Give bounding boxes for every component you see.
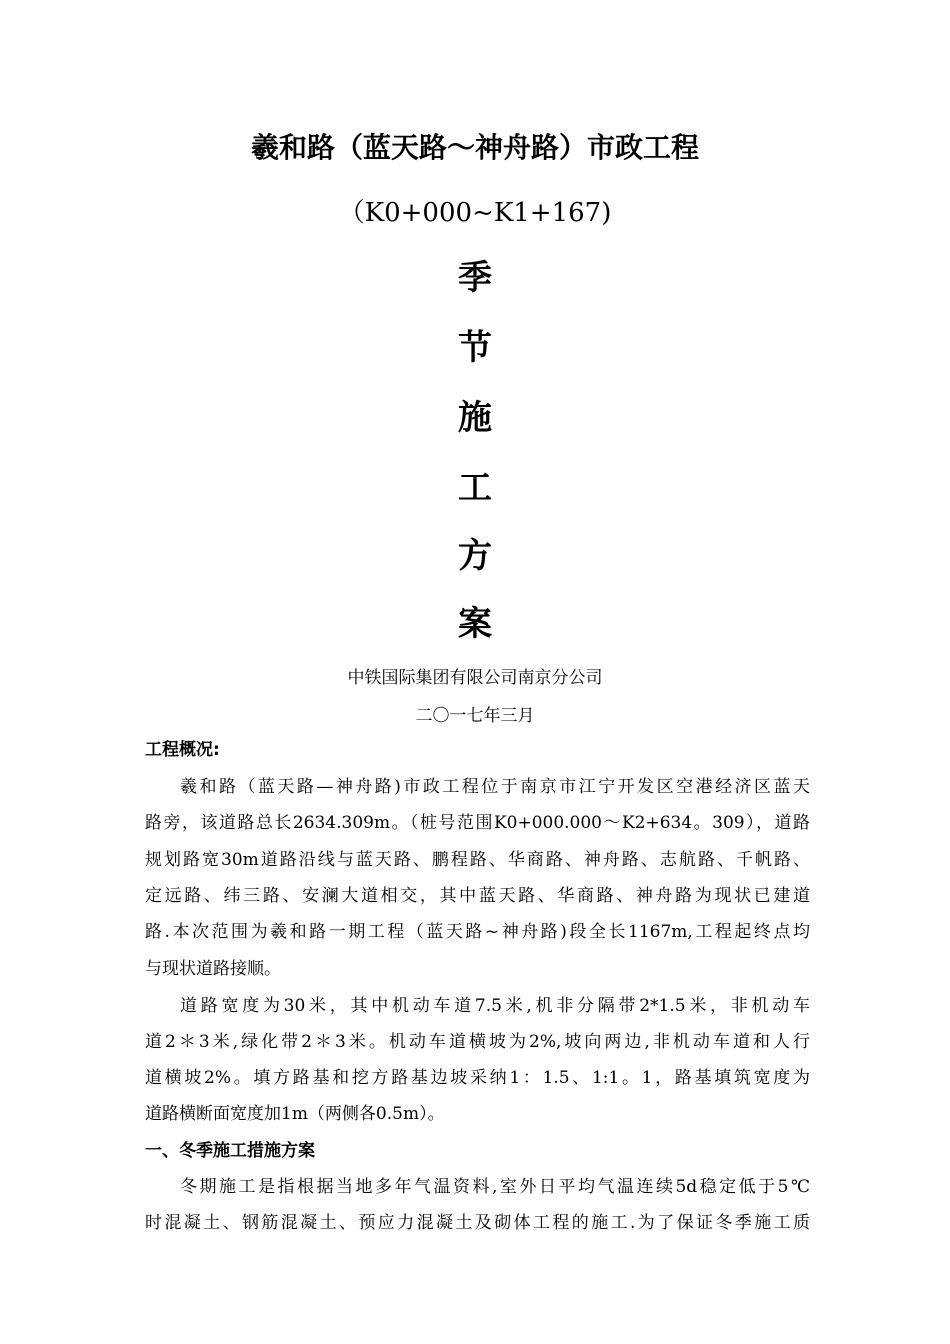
- doc-type-char-5: 方: [458, 536, 492, 576]
- chainage-range: （K0+000~K1+167): [338, 198, 612, 228]
- overview-p1-line: 路.本次范围为羲和路一期工程（蓝天路~神舟路)段全长1167m,工程起终点均: [145, 922, 810, 942]
- overview-p1-line: 定远路、纬三路、安澜大道相交，其中蓝天路、华商路、神舟路为现状已建道: [145, 886, 810, 906]
- document-date: 二〇一七年三月: [415, 706, 535, 726]
- overview-p2-line: 道路横断面宽度加1m（两侧各0.5m）。: [145, 1104, 445, 1124]
- section-1-line: 时混凝土、钢筋混凝土、预应力混凝土及砌体工程的施工.为了保证冬季施工质: [145, 1213, 810, 1233]
- project-title: 羲和路（蓝天路～神舟路）市政工程: [250, 131, 699, 164]
- section-1-line: 冬期施工是指根据当地多年气温资料,室外日平均气温连续5d稳定低于5℃: [180, 1177, 810, 1197]
- section-1-heading: 一、冬季施工措施方案: [145, 1141, 315, 1161]
- overview-p2-line: 道2＊3米,绿化带2＊3米。机动车道横坡为2%,坡向两边,非机动车道和人行: [145, 1032, 810, 1052]
- overview-heading: 工程概况:: [145, 740, 220, 760]
- doc-type-char-3: 施: [458, 398, 492, 438]
- overview-p1-line: 路旁，该道路总长2634.309m。（桩号范围K0+000.000～K2+634。309），道路: [145, 813, 810, 833]
- overview-p1-line: 规划路宽30m道路沿线与蓝天路、鹏程路、华商路、神舟路、志航路、千帆路、: [145, 850, 810, 870]
- overview-p2-line: 道横坡2%。填方路基和挖方路基边坡采纳1：1.5、1:1。1，路基填筑宽度为: [145, 1068, 810, 1088]
- doc-type-char-6: 案: [458, 604, 492, 644]
- overview-p1-line: 与现状道路接顺。: [145, 959, 281, 979]
- doc-type-char-4: 工: [458, 468, 492, 508]
- company-name: 中铁国际集团有限公司南京分公司: [347, 668, 603, 688]
- doc-type-char-2: 节: [458, 328, 492, 368]
- doc-type-char-1: 季: [458, 258, 492, 298]
- overview-p1-line: 羲和路（蓝天路—神舟路)市政工程位于南京市江宁开发区空港经济区蓝天: [180, 777, 810, 797]
- overview-p2-line: 道路宽度为30米，其中机动车道7.5米,机非分隔带2*1.5米，非机动车: [180, 996, 810, 1016]
